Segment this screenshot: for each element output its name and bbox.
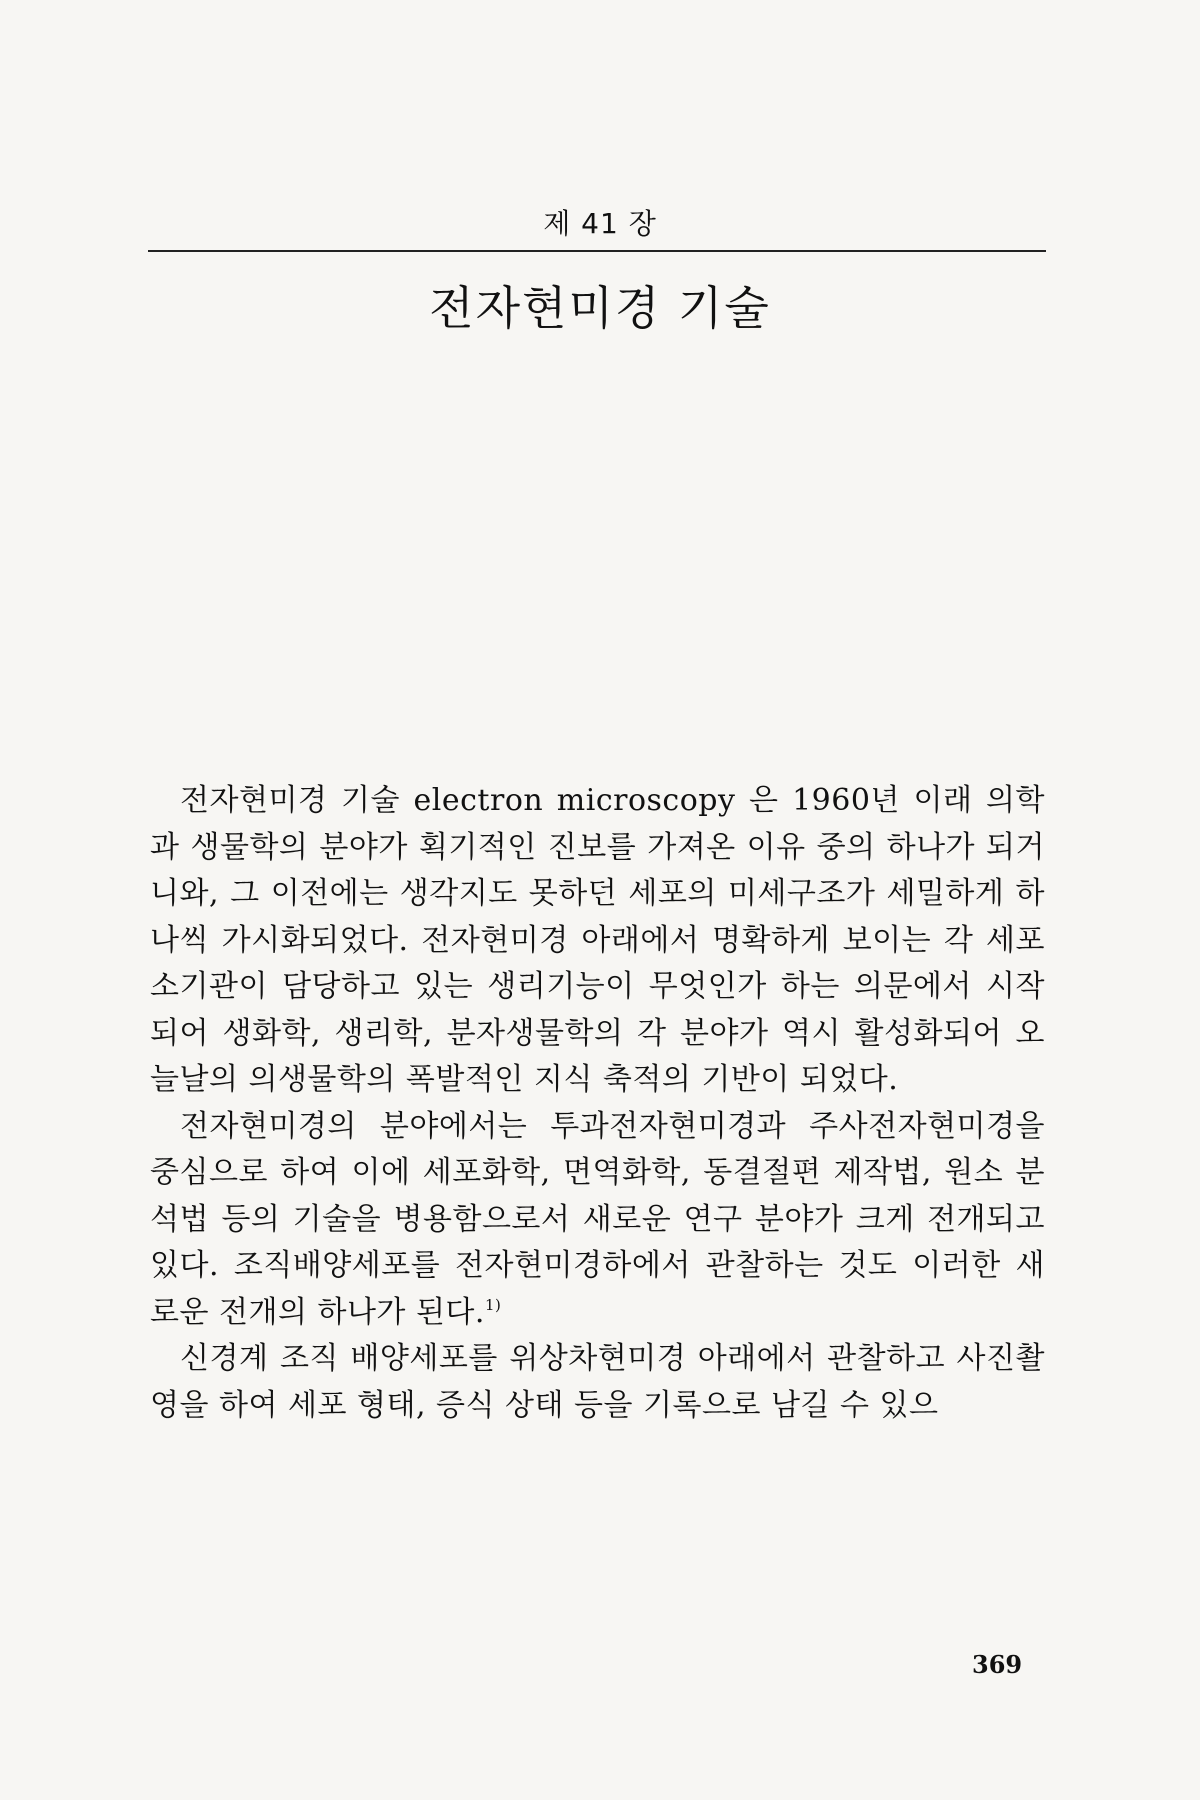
page-number: 369	[972, 1650, 1023, 1679]
paragraph	[150, 1336, 1045, 1429]
chapter-title: 전자현미경 기술	[429, 281, 771, 335]
paragraph-text: 신경계 조직 배양세포를 위상차현미경 아래에서 관찰하고 사진촬영을 하여 세포 형태, 증식 상태 등을 기록으로 남길 수 있으	[150, 1341, 1045, 1423]
paragraph-text: 전자현미경의 분야에서는 투과전자현미경과 주사전자현미경을 중심으로 하여 이에 세포화학, 면역화학, 동결절편 제작법, 원소 분석법 등의 기술을 병용함으로서 새로운 연구 분야가 크게 전개되고 있다. 조직배양세포를 전자현미경하에서 관찰하는 것도 이러한 새로운 전개의 하나가 된다.	[150, 1108, 1045, 1330]
footnote-marker: 1)	[484, 1295, 502, 1314]
chapter-number: 제 41 장	[543, 207, 657, 240]
paragraph	[150, 1104, 1045, 1337]
chapter-divider	[148, 250, 1046, 252]
body-text	[150, 778, 1045, 1429]
paragraph	[150, 778, 1045, 1104]
paragraph-text: 전자현미경 기술 electron microscopy 은 1960년 이래 의학과 생물학의 분야가 획기적인 진보를 가져온 이유 중의 하나가 되거니와, 그 이전에는 생각지도 못하던 세포의 미세구조가 세밀하게 하나씩 가시화되었다. 전자현미경 아래에서 명확하게 보이는 각 세포 소기관이 담당하고 있는 생리기능이 무엇인가 하는 의문에서 시작되어 생화학, 생리학, 분자생물학의 각 분야가 역시 활성화되어 오늘날의 의생물학의 폭발적인 지식 축적의 기반이 되었다.	[150, 783, 1045, 1097]
